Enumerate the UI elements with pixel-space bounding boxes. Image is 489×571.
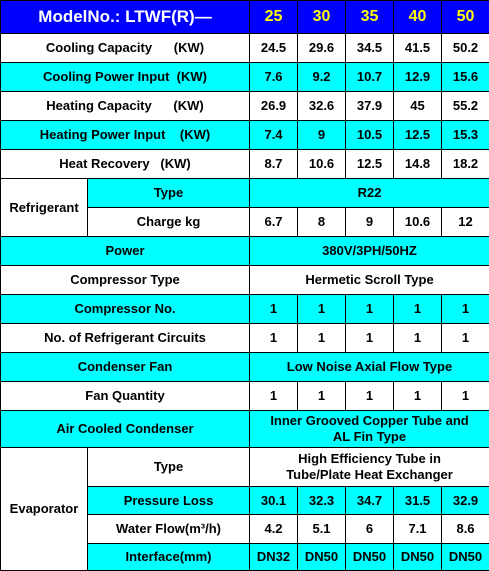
row-heating-power-input: [1, 121, 489, 150]
cell: 1: [250, 324, 298, 353]
cell: 1: [346, 295, 394, 324]
refrigerant-type-value: R22: [250, 179, 489, 208]
cell: 1: [250, 295, 298, 324]
cell: 14.8: [394, 150, 442, 179]
evaporator-type-value: [250, 448, 489, 487]
cell: 45: [394, 92, 442, 121]
evaporator-type-line1: High Efficiency Tube in: [252, 451, 487, 467]
cell: 8.6: [442, 515, 489, 544]
row-cooling-capacity: [1, 34, 489, 63]
row-compressor-type: [1, 266, 489, 295]
evaporator-type-line2: Tube/Plate Heat Exchanger: [252, 467, 487, 483]
cell: 1: [394, 295, 442, 324]
cell: 1: [298, 382, 346, 411]
row-air-cooled-condenser: [1, 411, 489, 448]
cell: 12.9: [394, 63, 442, 92]
model-35: 35: [346, 1, 394, 34]
cell: 32.6: [298, 92, 346, 121]
cell: 12: [442, 208, 489, 237]
row-evaporator-type: [1, 448, 489, 487]
row-fan-quantity: [1, 382, 489, 411]
row-power: [1, 237, 489, 266]
cell: 31.5: [394, 487, 442, 515]
evaporator-type-label: Type: [88, 448, 250, 487]
refrigerant-circuits-label: No. of Refrigerant Circuits: [1, 324, 250, 353]
compressor-type-label: Compressor Type: [1, 266, 250, 295]
cell: 9: [346, 208, 394, 237]
condenser-fan-label: Condenser Fan: [1, 353, 250, 382]
cell: 18.2: [442, 150, 489, 179]
cell: 32.9: [442, 487, 489, 515]
cell: 1: [442, 382, 489, 411]
cell: 4.2: [250, 515, 298, 544]
cell: DN50: [346, 544, 394, 571]
cell: 5.1: [298, 515, 346, 544]
cell: 6: [346, 515, 394, 544]
cooling-power-input-label: Cooling Power Input (KW): [1, 63, 250, 92]
cell: 1: [442, 295, 489, 324]
row-heating-capacity: [1, 92, 489, 121]
air-cooled-condenser-line2: AL Fin Type: [252, 429, 487, 445]
cell: 1: [250, 382, 298, 411]
row-condenser-fan: [1, 353, 489, 382]
cell: 6.7: [250, 208, 298, 237]
power-label: Power: [1, 237, 250, 266]
cell: 12.5: [346, 150, 394, 179]
cell: 15.3: [442, 121, 489, 150]
header-row: [1, 1, 489, 34]
refrigerant-label: Refrigerant: [1, 179, 88, 237]
cell: 1: [346, 324, 394, 353]
heating-capacity-label: Heating Capacity (KW): [1, 92, 250, 121]
cell: 1: [394, 324, 442, 353]
power-value: 380V/3PH/50HZ: [250, 237, 489, 266]
fan-quantity-label: Fan Quantity: [1, 382, 250, 411]
cooling-capacity-label: Cooling Capacity (KW): [1, 34, 250, 63]
cell: 7.4: [250, 121, 298, 150]
evaporator-label: Evaporator: [1, 448, 88, 571]
row-refrigerant-type: [1, 179, 489, 208]
cell: 15.6: [442, 63, 489, 92]
heat-recovery-label: Heat Recovery (KW): [1, 150, 250, 179]
air-cooled-condenser-value: [250, 411, 489, 448]
compressor-type-value: Hermetic Scroll Type: [250, 266, 489, 295]
cell: 24.5: [250, 34, 298, 63]
cell: 55.2: [442, 92, 489, 121]
model-50: 50: [442, 1, 489, 34]
cell: 9.2: [298, 63, 346, 92]
heating-power-input-label: Heating Power Input (KW): [1, 121, 250, 150]
condenser-fan-value: Low Noise Axial Flow Type: [250, 353, 489, 382]
cell: DN32: [250, 544, 298, 571]
model-40: 40: [394, 1, 442, 34]
cell: 32.3: [298, 487, 346, 515]
model-30: 30: [298, 1, 346, 34]
cell: 7.6: [250, 63, 298, 92]
cell: 1: [298, 295, 346, 324]
refrigerant-type-label: Type: [88, 179, 250, 208]
cell: 37.9: [346, 92, 394, 121]
air-cooled-condenser-line1: Inner Grooved Copper Tube and: [252, 413, 487, 429]
row-compressor-no: [1, 295, 489, 324]
charge-label: Charge kg: [88, 208, 250, 237]
cell: 34.5: [346, 34, 394, 63]
air-cooled-condenser-label: Air Cooled Condenser: [1, 411, 250, 448]
cell: 30.1: [250, 487, 298, 515]
cell: 34.7: [346, 487, 394, 515]
cell: 10.7: [346, 63, 394, 92]
compressor-no-label: Compressor No.: [1, 295, 250, 324]
row-cooling-power-input: [1, 63, 489, 92]
cell: 1: [298, 324, 346, 353]
cell: 50.2: [442, 34, 489, 63]
cell: DN50: [298, 544, 346, 571]
model-25: 25: [250, 1, 298, 34]
cell: 41.5: [394, 34, 442, 63]
cell: 10.6: [298, 150, 346, 179]
cell: 1: [394, 382, 442, 411]
cell: 7.1: [394, 515, 442, 544]
cell: 8.7: [250, 150, 298, 179]
cell: 10.5: [346, 121, 394, 150]
cell: 10.6: [394, 208, 442, 237]
model-label: ModelNo.: LTWF(R)—: [1, 1, 250, 34]
water-flow-label: Water Flow(m³/h): [88, 515, 250, 544]
cell: 8: [298, 208, 346, 237]
cell: 29.6: [298, 34, 346, 63]
pressure-loss-label: Pressure Loss: [88, 487, 250, 515]
row-heat-recovery: [1, 150, 489, 179]
cell: DN50: [442, 544, 489, 571]
cell: 1: [346, 382, 394, 411]
cell: DN50: [394, 544, 442, 571]
cell: 9: [298, 121, 346, 150]
row-refrigerant-circuits: [1, 324, 489, 353]
interface-label: Interface(mm): [88, 544, 250, 571]
cell: 26.9: [250, 92, 298, 121]
cell: 1: [442, 324, 489, 353]
cell: 12.5: [394, 121, 442, 150]
